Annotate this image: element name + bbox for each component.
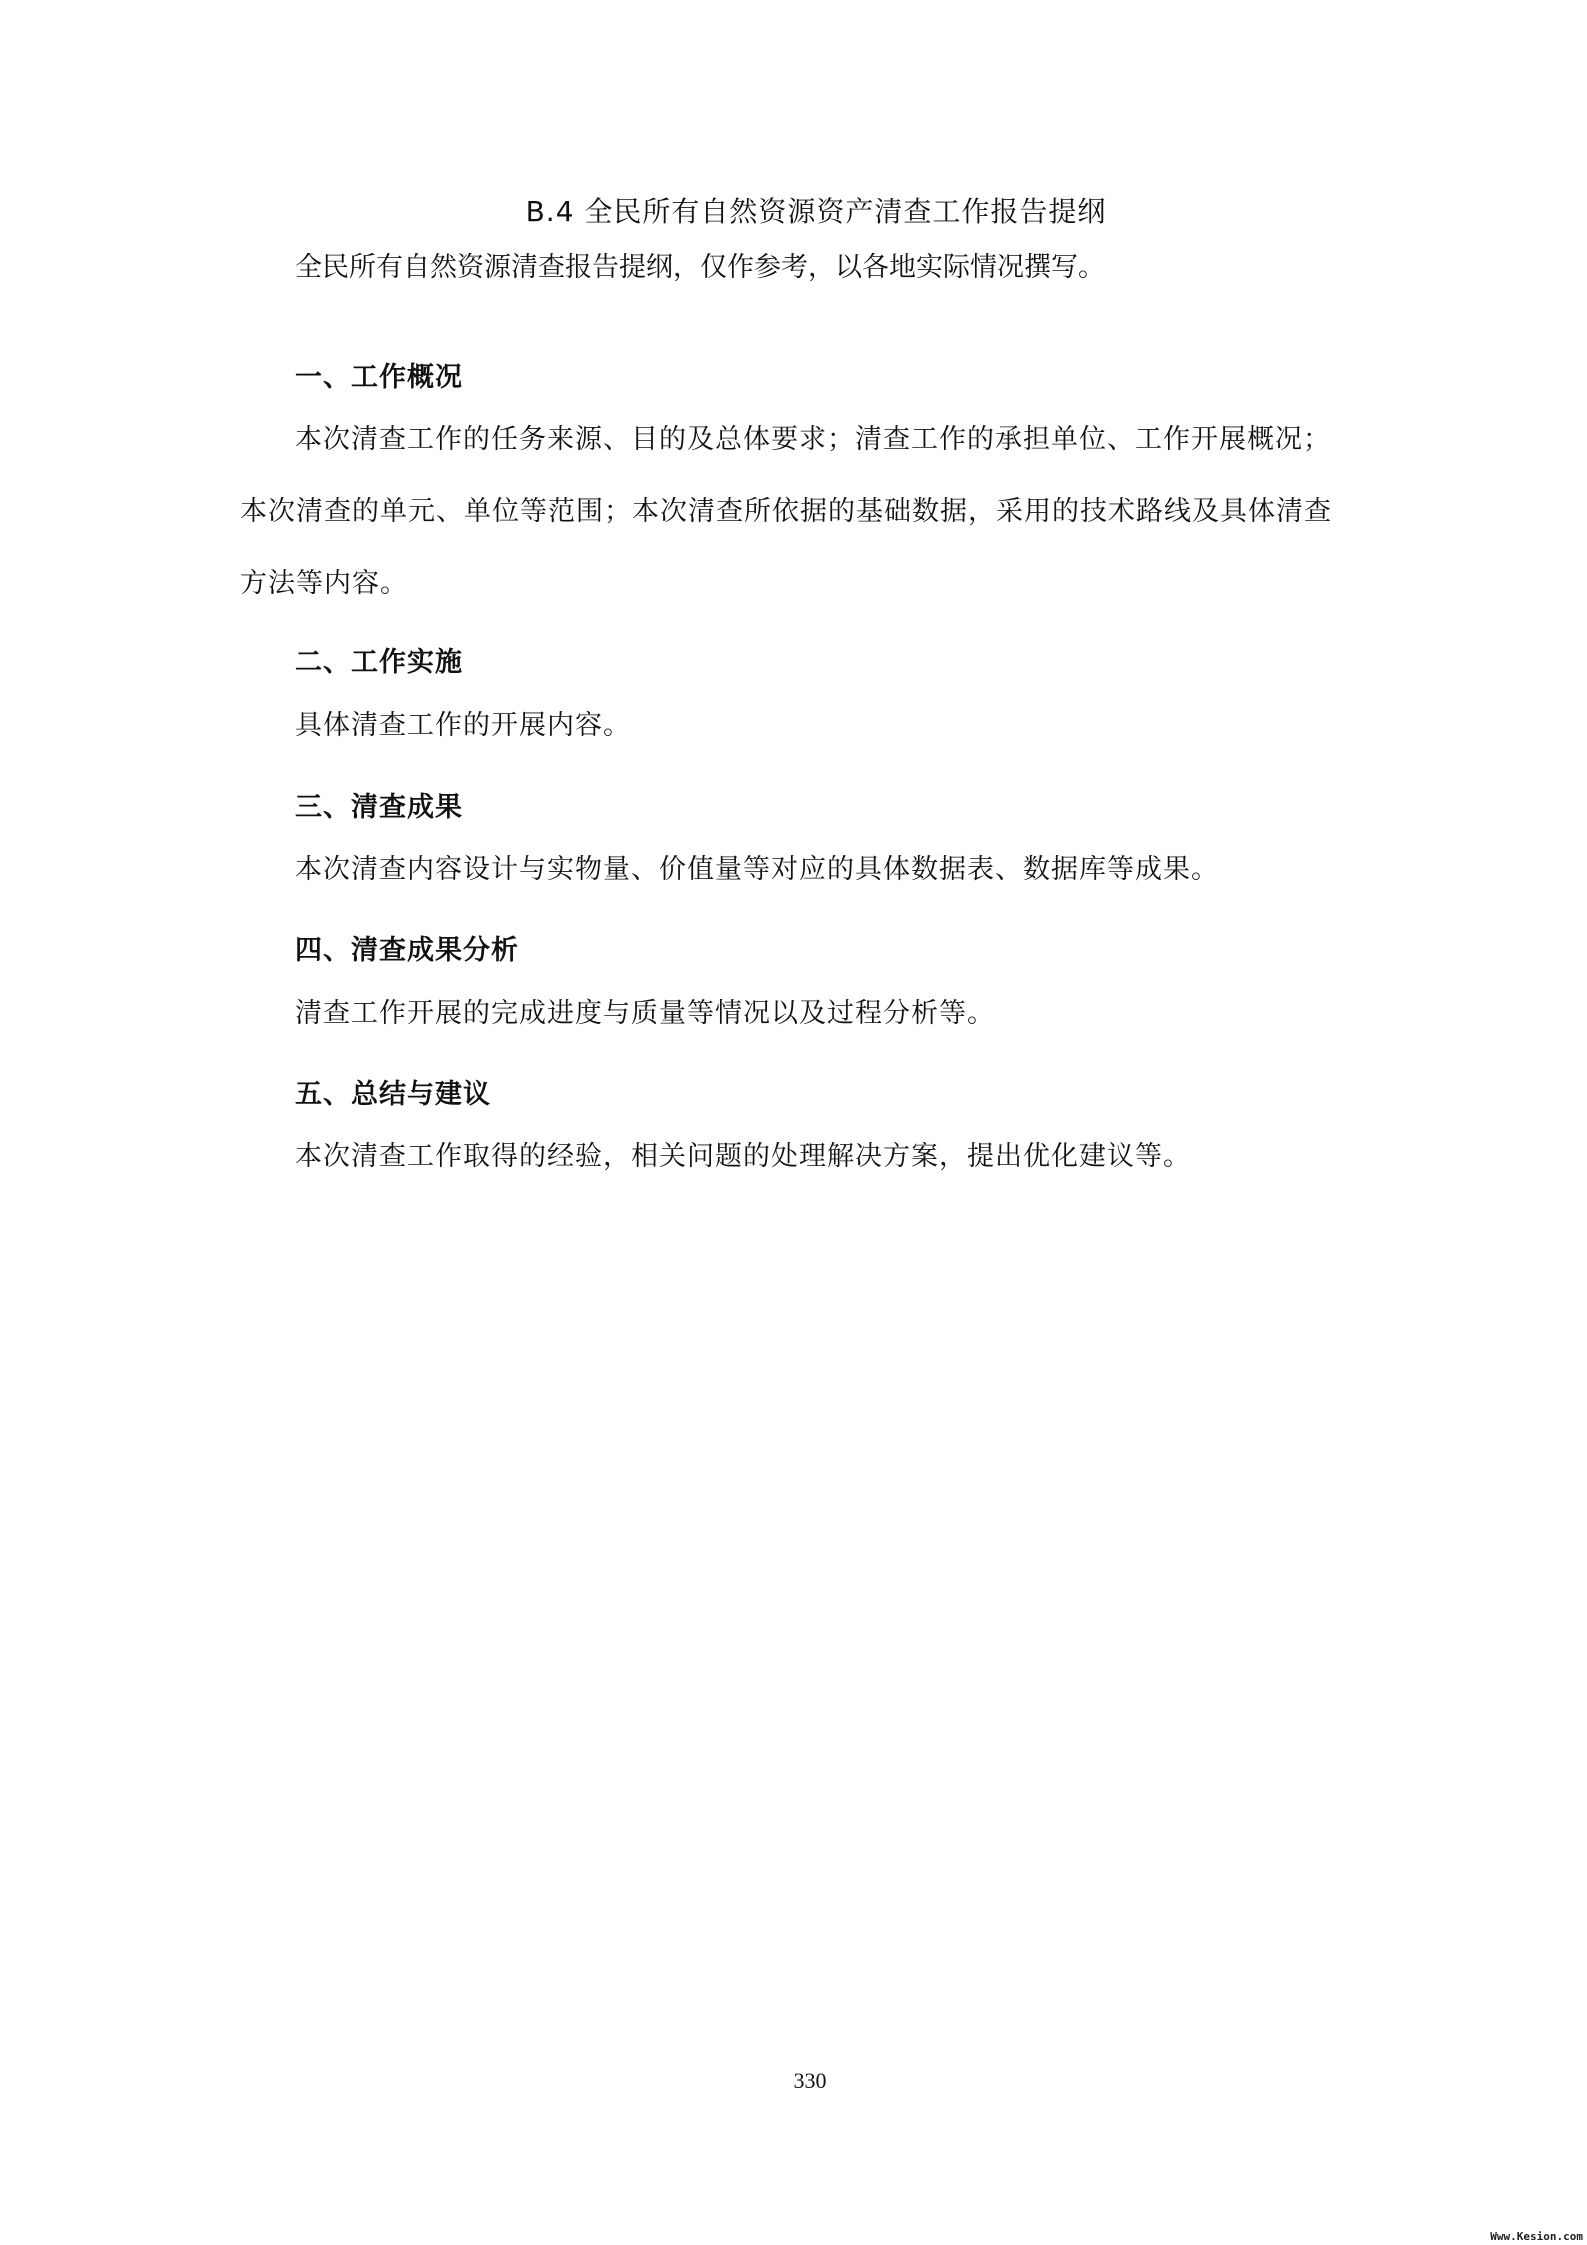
section-heading-results: 三、清查成果 xyxy=(295,792,463,823)
section-body-analysis: 清查工作开展的完成进度与质量等情况以及过程分析等。 xyxy=(295,998,995,1029)
section-body-results: 本次清查内容设计与实物量、价值量等对应的具体数据表、数据库等成果。 xyxy=(295,854,1219,885)
watermark-text: Www.Kesion.com xyxy=(1490,2230,1583,2243)
section-heading-analysis: 四、清查成果分析 xyxy=(295,935,519,966)
document-title: B.4 全民所有自然资源资产清查工作报告提纲 xyxy=(525,195,1107,228)
page-number: 330 xyxy=(793,2068,827,2093)
section-heading-summary: 五、总结与建议 xyxy=(295,1079,491,1110)
section-body-overview: 本次清查工作的任务来源、目的及总体要求；清查工作的承担单位、工作开展概况；本次清查的单元、单位等范围；本次清查所依据的基础数据，采用的技术路线及具体清查方法等内容。 xyxy=(240,424,1332,599)
section-body-implementation: 具体清查工作的开展内容。 xyxy=(295,710,631,741)
intro-paragraph: 全民所有自然资源清查报告提纲，仅作参考，以各地实际情况撰写。 xyxy=(295,252,1105,283)
section-heading-overview: 一、工作概况 xyxy=(295,362,463,393)
section-heading-implementation: 二、工作实施 xyxy=(295,647,463,678)
section-body-summary: 本次清查工作取得的经验，相关问题的处理解决方案，提出优化建议等。 xyxy=(295,1141,1191,1172)
